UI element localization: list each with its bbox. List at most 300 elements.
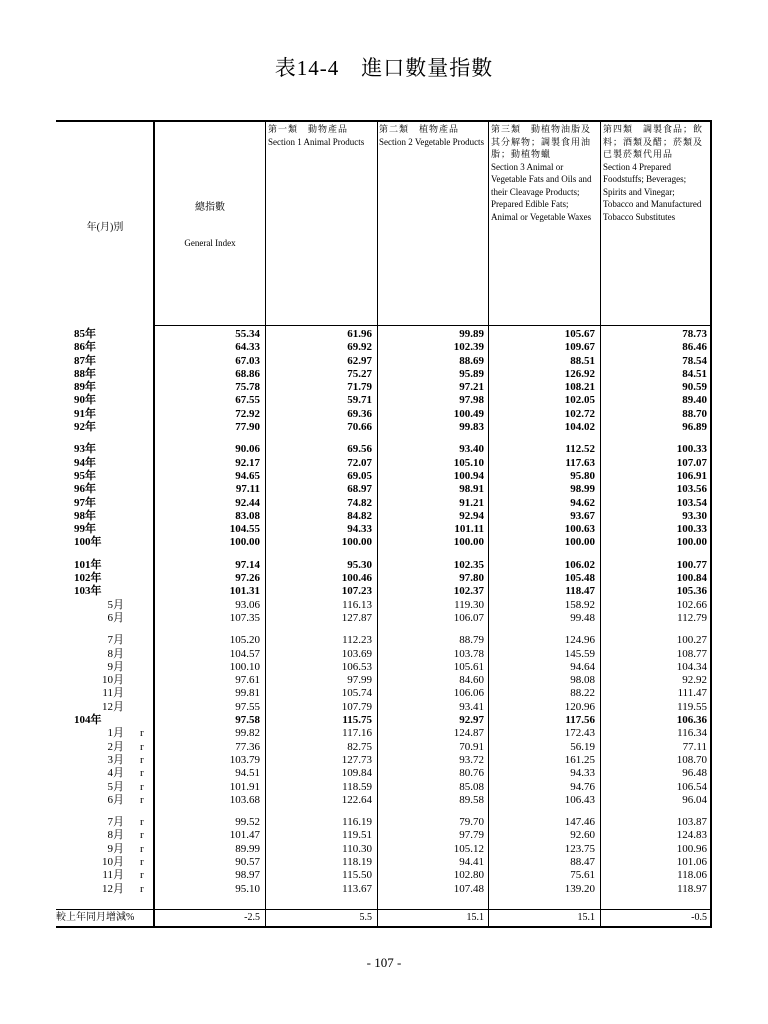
index-value: 103.69 (341, 647, 372, 660)
table-row (56, 421, 712, 434)
section2-header-zh: 第二類 植物產品 (379, 124, 460, 134)
month-label: 1月 (107, 727, 124, 740)
table-row (56, 559, 712, 572)
month-label: 10月 (102, 674, 124, 687)
index-value: 106.36 (676, 714, 707, 727)
table-row (56, 714, 712, 727)
index-value: 100.63 (564, 523, 595, 536)
index-value: 118.97 (677, 882, 707, 895)
month-label: 12月 (102, 882, 124, 895)
index-value: 97.98 (459, 394, 484, 407)
index-value: 158.92 (564, 598, 595, 611)
section4-header-zh: 第四類 調製食品；飲料；酒類及醋；菸類及已製菸類代用品 (603, 124, 704, 159)
index-value: 97.80 (459, 572, 484, 585)
index-value: 94.41 (459, 855, 484, 868)
index-value: 97.26 (235, 572, 260, 585)
year-column-header: 年(月)別 (86, 222, 124, 233)
footer-value: 15.1 (466, 912, 484, 923)
month-label: 4月 (107, 767, 124, 780)
index-value: 106.53 (341, 660, 372, 673)
index-value: 64.33 (235, 341, 260, 354)
table-row (56, 612, 712, 625)
general-index-header-en: General Index (184, 238, 236, 248)
month-label: 7月 (107, 634, 124, 647)
index-value: 92.92 (682, 674, 707, 687)
index-value: 112.23 (342, 634, 372, 647)
index-value: 117.56 (565, 714, 595, 727)
index-value: 117.63 (565, 456, 595, 469)
index-value: 101.11 (454, 523, 484, 536)
footer-value: 15.1 (577, 912, 595, 923)
index-value: 98.97 (235, 869, 260, 882)
index-value: 99.89 (459, 328, 484, 340)
table-row (56, 443, 712, 456)
footer-value: -2.5 (244, 912, 260, 923)
index-value: 102.72 (564, 407, 595, 420)
index-value: 104.57 (229, 647, 260, 660)
index-value: 68.86 (235, 367, 260, 380)
month-label: 6月 (107, 611, 124, 624)
index-value: 103.78 (453, 647, 484, 660)
year-label: 103年 (74, 585, 102, 598)
index-value: 139.20 (564, 882, 595, 895)
index-value: 100.10 (229, 660, 260, 673)
month-label: 11月 (102, 687, 124, 700)
index-value: 122.64 (341, 793, 372, 806)
index-value: 69.36 (347, 407, 372, 420)
index-value: 94.33 (347, 523, 372, 536)
index-value: 105.74 (341, 687, 372, 700)
index-value: 78.54 (682, 354, 707, 367)
section1-header (268, 123, 374, 148)
index-value: 101.06 (676, 855, 707, 868)
index-value: 105.48 (564, 572, 595, 585)
section1-header-zh: 第一類 動物產品 (268, 124, 349, 134)
index-value: 80.76 (459, 767, 484, 780)
index-value: 94.76 (570, 780, 595, 793)
year-label: 96年 (74, 483, 96, 496)
index-value: 98.99 (570, 483, 595, 496)
index-value: 93.67 (570, 509, 595, 522)
index-value: 103.87 (676, 816, 707, 829)
table-row (56, 497, 712, 510)
table-row (56, 355, 712, 368)
index-value: 124.87 (453, 727, 484, 740)
revised-mark: r (140, 793, 144, 806)
index-value: 102.66 (676, 598, 707, 611)
index-value: 98.08 (570, 674, 595, 687)
index-value: 102.39 (453, 341, 484, 354)
index-value: 96.04 (682, 793, 707, 806)
index-value: 99.52 (235, 816, 260, 829)
index-value: 67.55 (235, 394, 260, 407)
year-label: 95年 (74, 469, 96, 482)
table-row (56, 585, 712, 598)
index-value: 106.43 (564, 793, 595, 806)
section2-header-en: Section 2 Vegetable Products (379, 136, 485, 147)
index-value: 97.61 (235, 674, 260, 687)
index-value: 92.97 (459, 714, 484, 727)
table-row (56, 856, 712, 869)
index-value: 99.83 (459, 421, 484, 434)
index-value: 100.77 (676, 558, 707, 571)
index-value: 69.56 (347, 443, 372, 456)
page-title: 表14-4 進口數量指數 (274, 56, 494, 80)
year-label: 89年 (74, 381, 96, 394)
index-value: 88.69 (459, 354, 484, 367)
month-label: 5月 (107, 598, 124, 611)
index-value: 119.55 (677, 700, 707, 713)
footer-row (56, 911, 712, 925)
index-value: 94.64 (570, 660, 595, 673)
index-value: 68.97 (347, 483, 372, 496)
section4-header-en: Section 4 Prepared Foodstuffs; Beverages; Spirits and Vinegar; Tobacco and Manufactured Tobacco Substitutes (603, 161, 702, 222)
index-value: 94.65 (235, 469, 260, 482)
index-value: 118.19 (342, 855, 372, 868)
revised-mark: r (140, 829, 144, 842)
index-value: 88.51 (570, 354, 595, 367)
index-value: 84.60 (459, 674, 484, 687)
index-value: 102.05 (564, 394, 595, 407)
table-row (56, 599, 712, 612)
index-value: 117.16 (342, 727, 372, 740)
table-row (56, 781, 712, 794)
general-index-header-zh: 總指數 (195, 202, 225, 213)
index-value: 124.83 (676, 829, 707, 842)
month-label: 8月 (107, 647, 124, 660)
index-value: 116.34 (677, 727, 707, 740)
index-value: 172.43 (564, 727, 595, 740)
table-row (56, 674, 712, 687)
revised-mark: r (140, 855, 144, 868)
index-value: 100.00 (453, 536, 484, 549)
index-value: 74.82 (347, 496, 372, 509)
table-row (56, 843, 712, 856)
index-value: 127.87 (341, 611, 372, 624)
index-value: 85.08 (459, 780, 484, 793)
index-value: 161.25 (564, 753, 595, 766)
index-value: 101.91 (229, 780, 260, 793)
index-value: 105.20 (229, 634, 260, 647)
index-value: 94.62 (570, 496, 595, 509)
index-value: 59.71 (347, 394, 372, 407)
index-value: 93.30 (682, 509, 707, 522)
index-value: 84.51 (682, 367, 707, 380)
index-value: 97.55 (235, 700, 260, 713)
index-value: 88.79 (459, 634, 484, 647)
index-value: 116.19 (342, 816, 372, 829)
year-label: 99年 (74, 523, 96, 536)
index-value: 100.33 (676, 523, 707, 536)
index-value: 94.33 (570, 767, 595, 780)
index-value: 105.36 (676, 585, 707, 598)
index-value: 107.07 (676, 456, 707, 469)
table-row (56, 457, 712, 470)
index-value: 70.66 (347, 421, 372, 434)
index-value: 75.27 (347, 367, 372, 380)
index-value: 100.00 (341, 536, 372, 549)
section4-header (603, 123, 707, 223)
index-value: 72.92 (235, 407, 260, 420)
table-row (56, 408, 712, 421)
index-value: 100.33 (676, 443, 707, 456)
index-value: 102.35 (453, 558, 484, 571)
revised-mark: r (140, 753, 144, 766)
revised-mark: r (140, 882, 144, 895)
index-value: 100.46 (341, 572, 372, 585)
index-value: 72.07 (347, 456, 372, 469)
index-value: 108.70 (676, 753, 707, 766)
index-value: 126.92 (564, 367, 595, 380)
year-label: 92年 (74, 421, 96, 434)
revised-mark: r (140, 727, 144, 740)
index-value: 89.58 (459, 793, 484, 806)
year-label: 97年 (74, 496, 96, 509)
year-label: 100年 (74, 536, 102, 549)
year-label: 86年 (74, 341, 96, 354)
month-label: 11月 (102, 869, 124, 882)
index-value: 115.50 (342, 869, 372, 882)
year-label: 88年 (74, 367, 96, 380)
table-row (56, 687, 712, 700)
index-value: 103.54 (676, 496, 707, 509)
month-label: 9月 (107, 660, 124, 673)
year-label: 91年 (74, 407, 96, 420)
index-value: 99.82 (235, 727, 260, 740)
index-value: 61.96 (347, 328, 372, 340)
section3-header (491, 123, 597, 223)
index-value: 97.14 (235, 558, 260, 571)
index-value: 88.47 (570, 855, 595, 868)
month-label: 8月 (107, 829, 124, 842)
table-row (56, 572, 712, 585)
index-value: 70.91 (459, 740, 484, 753)
index-value: 79.70 (459, 816, 484, 829)
index-value: 107.35 (229, 611, 260, 624)
index-value: 105.10 (453, 456, 484, 469)
section3-header-zh: 第三類 動植物油脂及其分解物；調製食用油脂；動植物蠟 (491, 124, 592, 159)
index-value: 88.22 (570, 687, 595, 700)
index-value: 103.79 (229, 753, 260, 766)
index-value: 100.00 (229, 536, 260, 549)
index-value: 103.56 (676, 483, 707, 496)
year-label: 90年 (74, 394, 96, 407)
index-value: 119.30 (454, 598, 484, 611)
index-value: 99.48 (570, 611, 595, 624)
index-value: 97.99 (347, 674, 372, 687)
index-value: 124.96 (564, 634, 595, 647)
table-row (56, 829, 712, 842)
index-value: 89.40 (682, 394, 707, 407)
year-label: 93年 (74, 443, 96, 456)
row-group-gap (56, 625, 712, 634)
index-value: 113.67 (342, 882, 372, 895)
index-value: 103.68 (229, 793, 260, 806)
table-row (56, 368, 712, 381)
index-value: 94.51 (235, 767, 260, 780)
index-value: 93.41 (459, 700, 484, 713)
footer-value: -0.5 (691, 912, 707, 923)
index-value: 107.79 (341, 700, 372, 713)
table-row (56, 648, 712, 661)
section3-header-en: Section 3 Animal or Vegetable Fats and Oils and their Cleavage Products; Prepared Edible Fats; Animal or Vegetable Waxes (491, 161, 592, 222)
year-label: 101年 (74, 558, 102, 571)
year-label: 94年 (74, 456, 96, 469)
table-row (56, 483, 712, 496)
year-label: 98年 (74, 509, 96, 522)
index-value: 69.92 (347, 341, 372, 354)
revised-mark: r (140, 816, 144, 829)
table-row (56, 523, 712, 536)
index-value: 100.96 (676, 842, 707, 855)
index-value: 95.80 (570, 469, 595, 482)
month-label: 10月 (102, 855, 124, 868)
index-value: 92.94 (459, 509, 484, 522)
index-value: 71.79 (347, 381, 372, 394)
index-value: 108.77 (676, 647, 707, 660)
index-value: 77.36 (235, 740, 260, 753)
table-row (56, 510, 712, 523)
index-value: 116.13 (342, 598, 372, 611)
index-value: 118.47 (565, 585, 595, 598)
table-row (56, 816, 712, 829)
index-value: 127.73 (341, 753, 372, 766)
page-number: - 107 - (366, 955, 402, 970)
header-separator (154, 325, 712, 326)
index-value: 106.02 (564, 558, 595, 571)
index-value: 112.52 (565, 443, 595, 456)
month-label: 5月 (107, 780, 124, 793)
index-value: 96.89 (682, 421, 707, 434)
footer-label: 較上年同月增減% (56, 912, 135, 923)
index-value: 102.80 (453, 869, 484, 882)
revised-mark: r (140, 842, 144, 855)
index-value: 93.06 (235, 598, 260, 611)
index-value: 102.37 (453, 585, 484, 598)
index-value: 108.21 (564, 381, 595, 394)
index-value: 119.51 (342, 829, 372, 842)
year-label: 85年 (74, 328, 96, 340)
index-value: 118.06 (677, 869, 707, 882)
index-value: 100.49 (453, 407, 484, 420)
index-value: 97.11 (235, 483, 260, 496)
index-value: 105.67 (564, 328, 595, 340)
month-label: 7月 (107, 816, 124, 829)
index-value: 90.57 (235, 855, 260, 868)
index-value: 88.70 (682, 407, 707, 420)
index-value: 97.21 (459, 381, 484, 394)
table-row (56, 341, 712, 354)
index-value: 107.23 (341, 585, 372, 598)
index-value: 92.60 (570, 829, 595, 842)
index-value: 92.44 (235, 496, 260, 509)
index-value: 77.90 (235, 421, 260, 434)
index-value: 100.00 (564, 536, 595, 549)
table-row (56, 328, 712, 341)
table-row (56, 381, 712, 394)
index-value: 104.55 (229, 523, 260, 536)
section1-header-en: Section 1 Animal Products (268, 136, 365, 147)
year-label: 104年 (74, 714, 102, 727)
index-value: 104.02 (564, 421, 595, 434)
table-row (56, 727, 712, 740)
index-value: 75.61 (570, 869, 595, 882)
index-value: 109.84 (341, 767, 372, 780)
index-value: 106.07 (453, 611, 484, 624)
row-group-gap (56, 434, 712, 443)
index-value: 97.58 (235, 714, 260, 727)
month-label: 9月 (107, 842, 124, 855)
table-row (56, 470, 712, 483)
index-value: 95.30 (347, 558, 372, 571)
index-value: 82.75 (347, 740, 372, 753)
index-value: 56.19 (570, 740, 595, 753)
year-label: 87年 (74, 354, 96, 367)
month-label: 6月 (107, 793, 124, 806)
index-value: 62.97 (347, 354, 372, 367)
table-row (56, 741, 712, 754)
index-value: 55.34 (235, 328, 260, 340)
index-value: 92.17 (235, 456, 260, 469)
revised-mark: r (140, 767, 144, 780)
index-value: 91.21 (459, 496, 484, 509)
index-value: 120.96 (564, 700, 595, 713)
revised-mark: r (140, 740, 144, 753)
table-row (56, 794, 712, 807)
year-label: 102年 (74, 572, 102, 585)
index-value: 77.11 (682, 740, 707, 753)
index-value: 104.34 (676, 660, 707, 673)
index-value: 95.89 (459, 367, 484, 380)
index-value: 115.75 (342, 714, 372, 727)
index-value: 67.03 (235, 354, 260, 367)
index-value: 107.48 (453, 882, 484, 895)
index-value: 84.82 (347, 509, 372, 522)
table-row (56, 661, 712, 674)
index-value: 86.46 (682, 341, 707, 354)
index-value: 110.30 (342, 842, 372, 855)
table-row (56, 767, 712, 780)
index-value: 101.47 (229, 829, 260, 842)
index-value: 100.27 (676, 634, 707, 647)
row-group-gap (56, 550, 712, 559)
index-value: 75.78 (235, 381, 260, 394)
index-value: 111.47 (677, 687, 707, 700)
table-row (56, 634, 712, 647)
index-value: 93.40 (459, 443, 484, 456)
index-value: 109.67 (564, 341, 595, 354)
index-value: 93.72 (459, 753, 484, 766)
index-value: 83.08 (235, 509, 260, 522)
index-value: 118.59 (342, 780, 372, 793)
table-row (56, 883, 712, 896)
table-row (56, 754, 712, 767)
table-row (56, 701, 712, 714)
index-value: 100.84 (676, 572, 707, 585)
index-value: 78.73 (682, 328, 707, 340)
index-value: 96.48 (682, 767, 707, 780)
table-row (56, 536, 712, 549)
table-row (56, 869, 712, 882)
index-value: 90.59 (682, 381, 707, 394)
month-label: 12月 (102, 700, 124, 713)
table-row (56, 394, 712, 407)
index-value: 90.06 (235, 443, 260, 456)
index-value: 99.81 (235, 687, 260, 700)
row-group-gap (56, 807, 712, 816)
index-value: 145.59 (564, 647, 595, 660)
revised-mark: r (140, 869, 144, 882)
